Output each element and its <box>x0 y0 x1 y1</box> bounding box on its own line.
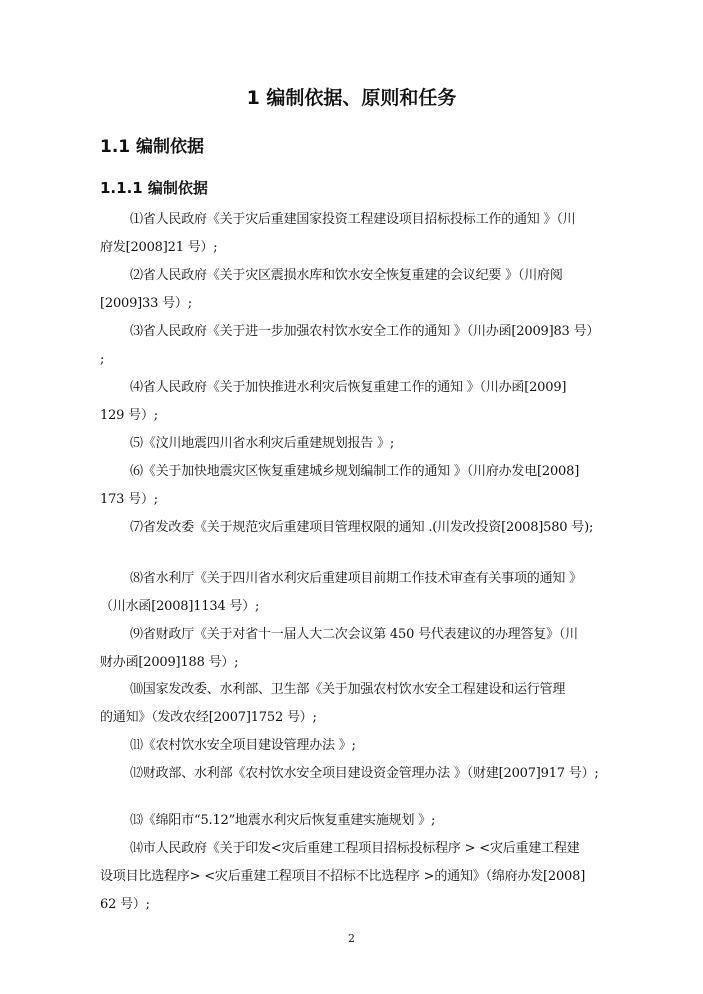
reference-line: ⑻省水利厅《关于四川省水利灾后重建项目前期工作技术审查有关事项的通知 》 <box>130 571 582 586</box>
page-number: 2 <box>348 932 355 945</box>
subsection-heading: 1.1.1 编制依据 <box>100 179 208 197</box>
reference-line: ⑺省发改委《关于规范灾后重建项目管理权限的通知 .(川发改投资[2008]580 号); <box>130 520 594 535</box>
reference-line: 财办函[2009]188 号）; <box>100 655 239 670</box>
reference-line: 173 号）; <box>100 492 158 507</box>
reference-line: ⑶省人民政府《关于进一步加强农村饮水安全工作的通知 》（川办函[2009]83 号） <box>130 324 600 339</box>
reference-line: 府发[2008]21 号）; <box>100 240 218 255</box>
reference-line: ⑽国家发改委、水利部、卫生部《关于加强农村饮水安全工程建设和运行管理 <box>130 682 566 697</box>
reference-line: ⑾《农村饮水安全项目建设管理办法 》; <box>130 738 356 753</box>
reference-line: 129 号）; <box>100 408 158 423</box>
chapter-title: 1 编制依据、原则和任务 <box>246 87 457 109</box>
reference-line: ⑸《汶川地震四川省水利灾后重建规划报告 》; <box>130 436 395 451</box>
reference-line: ⑵省人民政府《关于灾区震损水库和饮水安全恢复重建的会议纪要 》（川府阅 <box>130 268 563 283</box>
reference-line: ⒀《绵阳市“5.12”地震水利灾后恢复重建实施规划 》; <box>130 813 436 828</box>
reference-line: [2009]33 号）; <box>100 296 192 311</box>
reference-line: ⑴省人民政府《关于灾后重建国家投资工程建设项目招标投标工作的通知 》（川 <box>130 212 576 227</box>
reference-line: （川水函[2008]1134 号）; <box>100 599 260 614</box>
reference-line: 的通知》（发改农经[2007]1752 号）; <box>100 710 317 725</box>
reference-line: ⑷省人民政府《关于加快推进水利灾后恢复重建工作的通知 》（川办函[2009] <box>130 380 567 395</box>
reference-line: ⒁市人民政府《关于印发<灾后重建工程项目招标投标程序 > <灾后重建工程建 <box>130 841 580 856</box>
section-heading: 1.1 编制依据 <box>100 137 205 157</box>
reference-line: 62 号）; <box>100 897 150 912</box>
reference-line: ⑼省财政厅《关于对省十一届人大二次会议第 450 号代表建议的办理答复》（川 <box>130 627 578 642</box>
reference-line: ⑹《关于加快地震灾区恢复重建城乡规划编制工作的通知 》（川府办发电[2008] <box>130 464 580 479</box>
reference-line: ⑿财政部、水利部《农村饮水安全项目建设资金管理办法 》（财建[2007]917 号）; <box>130 766 599 781</box>
reference-line: ; <box>100 352 105 367</box>
reference-line: 设项目比选程序> <灾后重建工程项目不招标不比选程序 >的通知》（绵府办发[2008] <box>100 869 586 884</box>
